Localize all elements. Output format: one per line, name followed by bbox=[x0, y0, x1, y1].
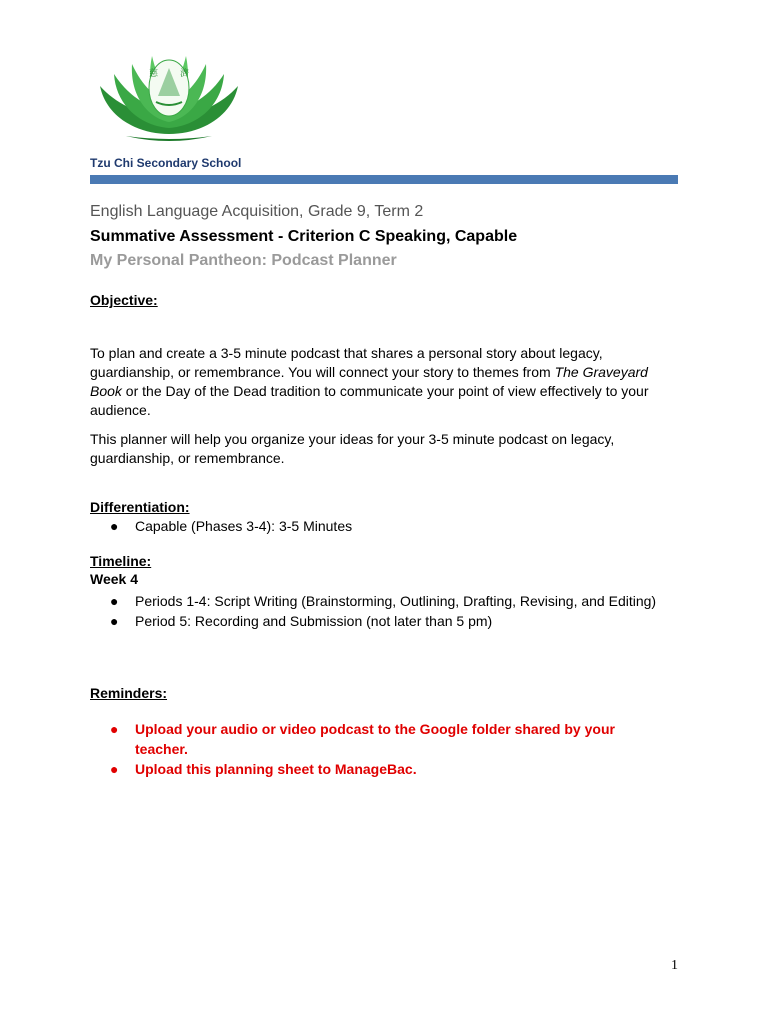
differentiation-list bbox=[90, 516, 670, 536]
list-item: ● Upload this planning sheet to ManageBac. bbox=[110, 761, 417, 777]
course-title: English Language Acquisition, Grade 9, Term 2 bbox=[90, 203, 424, 220]
list-item: ● Period 5: Recording and Submission (not later than 5 pm) bbox=[110, 613, 493, 629]
timeline-heading: Timeline: bbox=[90, 553, 152, 569]
planner-description: This planner will help you organize your ideas for your 3-5 minute podcast on legacy, guardianship, or remembrance. bbox=[90, 431, 615, 466]
week-label: Week 4 bbox=[90, 571, 138, 587]
list-item: ● Periods 1-4: Script Writing (Brainstorming, Outlining, Drafting, Revising, and Editing) bbox=[110, 593, 657, 609]
school-logo bbox=[96, 46, 242, 146]
book-title: The Graveyard Book bbox=[90, 364, 648, 399]
list-item: ● Upload your audio or video podcast to the Google folder shared by your teacher. bbox=[110, 721, 615, 757]
svg-text:慈: 慈 bbox=[149, 69, 159, 79]
school-name: Tzu Chi Secondary School bbox=[90, 156, 242, 170]
differentiation-heading: Differentiation: bbox=[90, 499, 190, 515]
assessment-title: Summative Assessment - Criterion C Speaking, Capable bbox=[90, 228, 518, 245]
svg-text:濟: 濟 bbox=[180, 69, 190, 79]
document-subtitle: My Personal Pantheon: Podcast Planner bbox=[90, 252, 397, 269]
header-divider-bar bbox=[90, 175, 678, 184]
reminders-heading: Reminders: bbox=[90, 685, 168, 701]
page-number: 1 bbox=[671, 958, 678, 973]
objective-paragraph: To plan and create a 3-5 minute podcast that shares a personal story about legacy, guardianship, or remembrance. You will connect your story to themes from The Graveyard Book or the Day of the Dead tradition to communicate your point of view effectively to your audience. bbox=[90, 345, 649, 418]
objective-heading: Objective: bbox=[90, 292, 158, 308]
timeline-list bbox=[90, 591, 670, 631]
list-item: ● Capable (Phases 3-4): 3-5 Minutes bbox=[110, 518, 353, 534]
reminders-list bbox=[90, 719, 670, 779]
